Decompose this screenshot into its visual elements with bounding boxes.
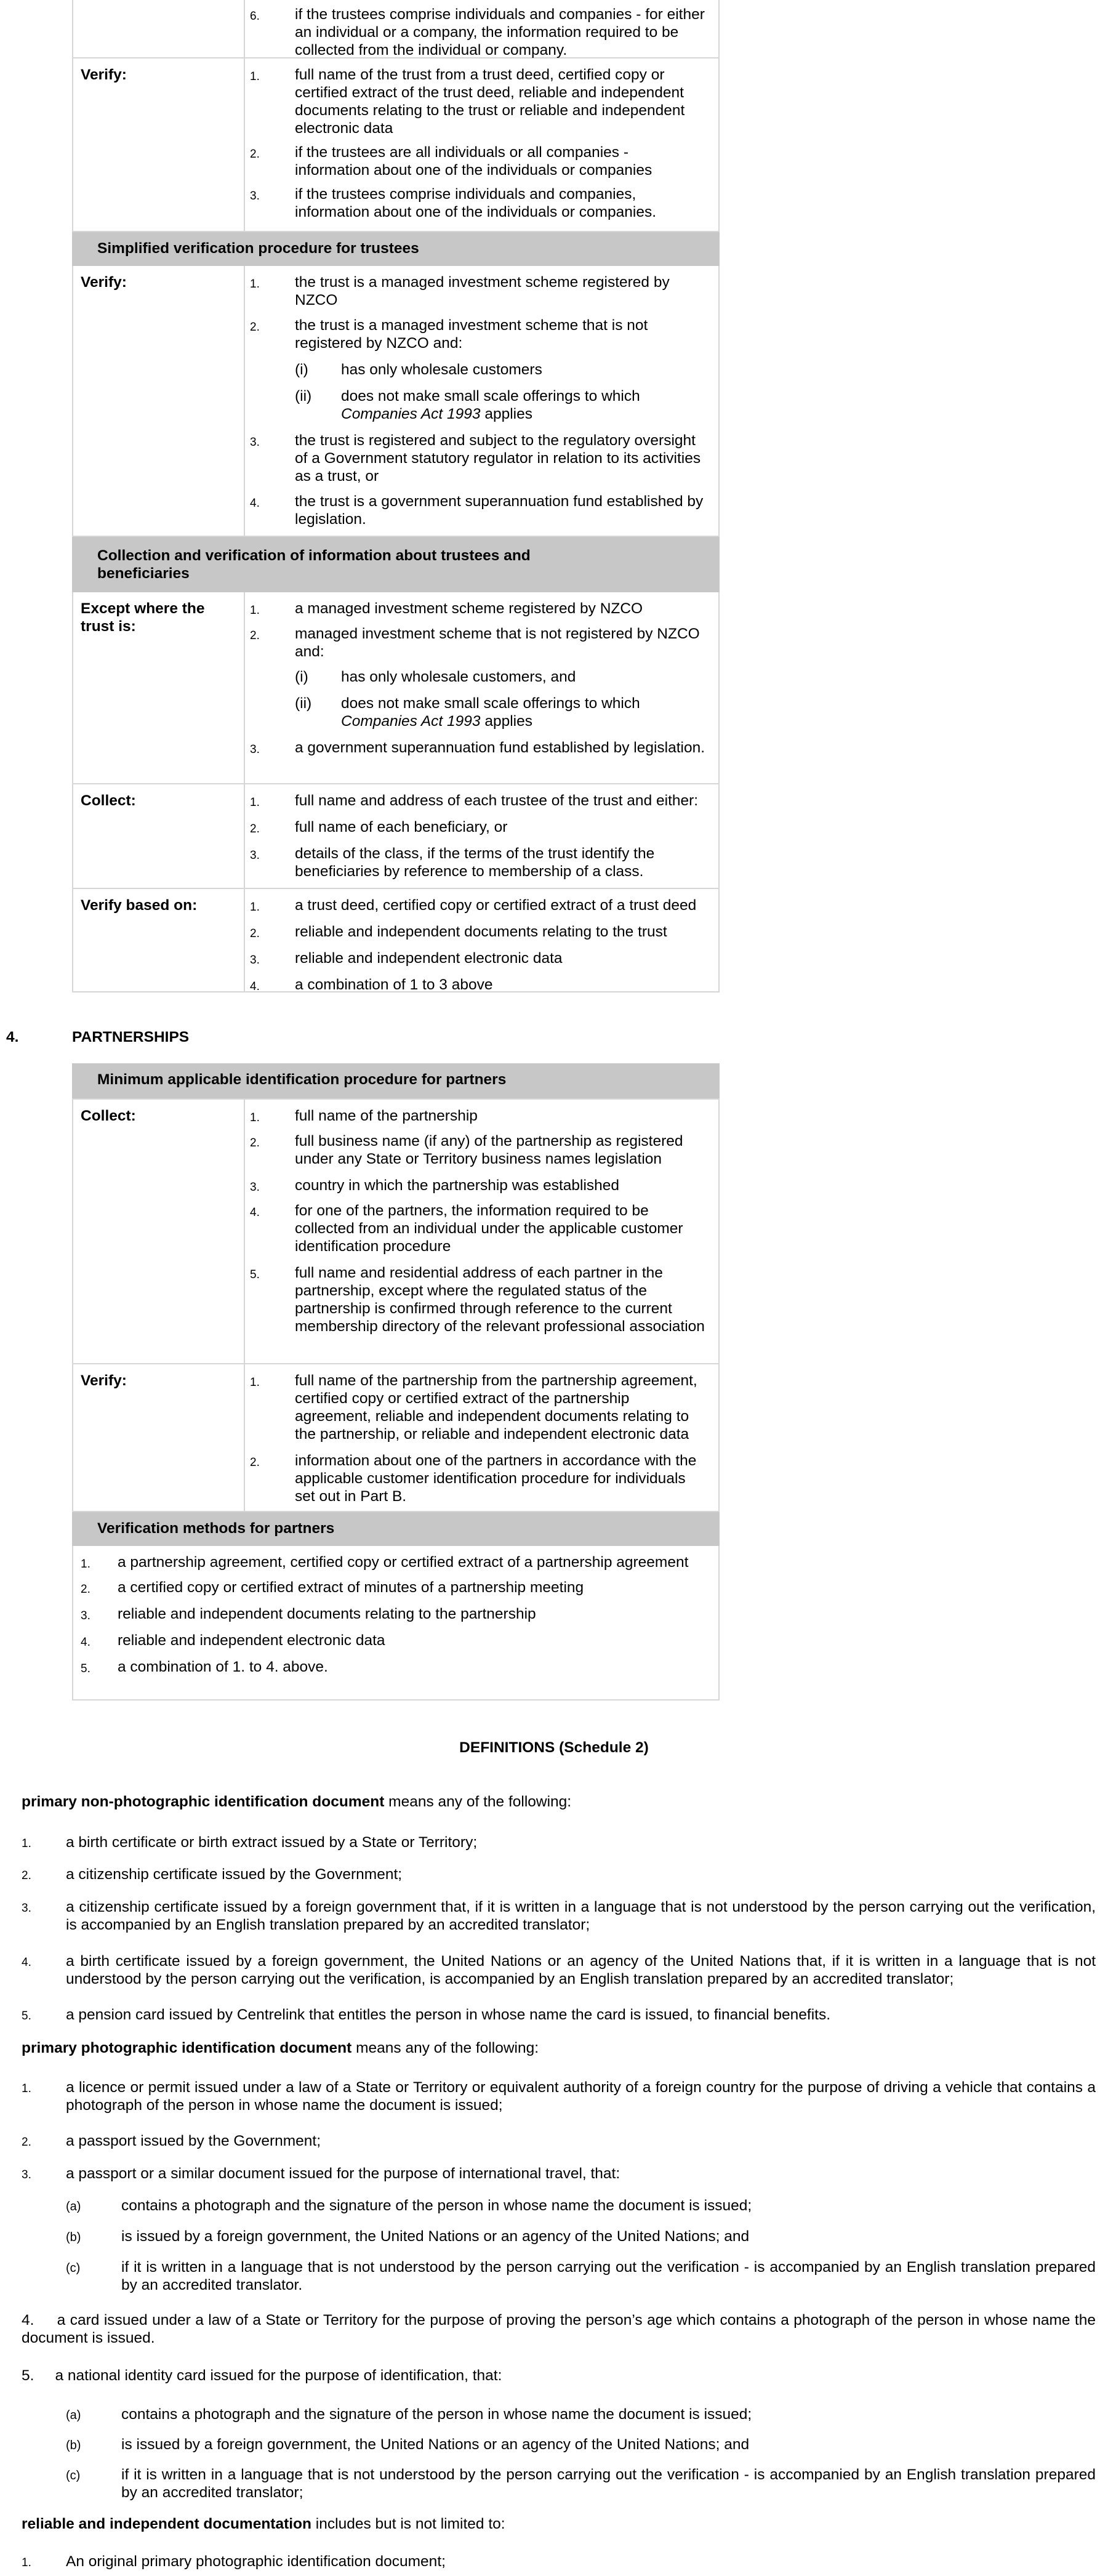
list-item: 2. if the trustees are all individuals or all companies - information about one of the individuals or companies xyxy=(250,144,652,179)
list-item: 1. full name of the trust from a trust deed, certified copy or certified extract of the trust deed, reliable and independent documents relating to the trust or reliable and independent electronic data xyxy=(250,66,685,137)
definition-intro: primary non-photographic identification document means any of the following: xyxy=(22,1793,572,1810)
list-item: 2. managed investment scheme that is not registered by NZCO and: xyxy=(250,626,700,660)
list-item: 3. reliable and independent electronic data xyxy=(250,950,563,967)
list-item: 3. a passport or a similar document issued for the purpose of international travel, that: xyxy=(22,2165,620,2182)
list-item: 3. a government superannuation fund established by legislation. xyxy=(250,739,705,756)
sub-item: (i) has only wholesale customers, and xyxy=(295,669,576,685)
list-item: 4. for one of the partners, the information required to be collected from an individual under the applicable customer identification procedure xyxy=(250,1202,683,1255)
list-item: 1. full name and address of each trustee of the trust and either: xyxy=(250,792,699,809)
trustees-table xyxy=(72,0,720,992)
definition-intro: reliable and independent documentation includes but is not limited to: xyxy=(22,2516,505,2532)
sub-item: (ii) does not make small scale offerings to which Companies Act 1993 applies xyxy=(295,388,640,422)
list-item: 1. the trust is a managed investment scheme registered by NZCO xyxy=(250,274,670,308)
section-heading xyxy=(6,1028,190,1046)
sub-item: (i) has only wholesale customers xyxy=(295,361,542,378)
sub-item: (b) is issued by a foreign government, the United Nations or an agency of the United Nations; and xyxy=(66,2228,750,2245)
table-row xyxy=(72,1098,720,1364)
list-item: 2. reliable and independent documents relating to the trust xyxy=(250,924,667,940)
list-item: 3. if the trustees comprise individuals and companies, information about one of the individuals or companies. xyxy=(250,186,656,220)
list-item: 2. information about one of the partners in accordance with the applicable customer identification procedure for individuals set out in Part B. xyxy=(250,1452,697,1505)
sub-item: (c) if it is written in a language that is not understood by the person carrying out the verification - is accompanied by an English translation prepared by an accredited translator; xyxy=(66,2466,1096,2501)
list-item: 4. a combination of 1 to 3 above xyxy=(250,976,493,993)
sub-item: (ii) does not make small scale offerings to which Companies Act 1993 applies xyxy=(295,695,640,730)
table-row xyxy=(72,266,720,537)
section-header: Collection and verification of information about trustees and beneficiaries xyxy=(72,537,720,592)
list-item: 5. a combination of 1. to 4. above. xyxy=(81,1659,328,1675)
list-item: 1. full name of the partnership from the partnership agreement, certified copy or certified extract of the partnership agreement, reliable and independent documents relating to the partnership, or reliable and independent electronic data xyxy=(250,1372,697,1443)
table-row xyxy=(72,0,720,58)
row-label: Verify: xyxy=(81,66,127,83)
row-label: Verify: xyxy=(81,274,127,291)
table-row xyxy=(72,58,720,232)
list-item: 1. a managed investment scheme registered by NZCO xyxy=(250,600,643,617)
sub-item: (c) if it is written in a language that is not understood by the person carrying out the verification - is accompanied by an English translation prepared by an accredited translator. xyxy=(66,2259,1096,2293)
list-item: 3. a citizenship certificate issued by a foreign government that, if it is written in a language that is not understood by the person carrying out the verification, is accompanied by an English translation prepared by an accredited translator; xyxy=(22,1899,1096,1933)
sub-item: (b) is issued by a foreign government, the United Nations or an agency of the United Nations; and xyxy=(66,2436,750,2453)
section-number: 4. xyxy=(6,1029,19,1045)
list-item: 3. the trust is registered and subject to the regulatory oversight of a Government statutory regulator in relation to its activities as a trust, or xyxy=(250,432,701,485)
list-item: 4. a birth certificate issued by a foreign government, the United Nations or an agency of the United Nations that, if it is written in a language that is not understood by the person carrying out the verification, is accompanied by an English translation prepared by an accredited translator; xyxy=(22,1953,1096,1987)
list-item: 1. a birth certificate or birth extract issued by a State or Territory; xyxy=(22,1834,478,1851)
table-row xyxy=(72,784,720,889)
list-item: 3. country in which the partnership was established xyxy=(250,1177,620,1194)
list-item: 4. the trust is a government superannuation fund established by legislation. xyxy=(250,493,704,528)
row-label: Verify: xyxy=(81,1372,127,1389)
list-item: 5. full name and residential address of each partner in the partnership, except where the regulated status of the partnership is confirmed through reference to the current membership directory of the relevant professional association xyxy=(250,1265,705,1335)
row-label: Except where the trust is: xyxy=(81,600,205,635)
list-item: 5. a national identity card issued for the purpose of identification, that: xyxy=(22,2367,502,2384)
row-label: Verify based on: xyxy=(81,897,198,914)
list-item: 2. a certified copy or certified extract of minutes of a partnership meeting xyxy=(81,1579,584,1596)
list-item: 1. a partnership agreement, certified copy or certified extract of a partnership agreement xyxy=(81,1554,689,1571)
sub-item: (a) contains a photograph and the signature of the person in whose name the document is issued; xyxy=(66,2406,752,2423)
table-row xyxy=(72,889,720,992)
list-item: 1. full name of the partnership xyxy=(250,1108,478,1124)
list-item: 6. if the trustees comprise individuals and companies - for either an individual or a company, the information required to be collected from the individual or company. xyxy=(250,6,705,58)
list-item: 3. reliable and independent documents relating to the partnership xyxy=(81,1606,536,1622)
list-item: 5. a pension card issued by Centrelink that entitles the person in whose name the card is issued, to financial benefits. xyxy=(22,2006,831,2023)
row-label: Collect: xyxy=(81,792,136,809)
section-title: PARTNERSHIPS xyxy=(72,1029,190,1045)
list-item: 1. a licence or permit issued under a law of a State or Territory or equivalent authority of a foreign country for the purpose of driving a vehicle that contains a photograph of the person in whose name the document is issued; xyxy=(22,2079,1096,2114)
list-item: 1. An original primary photographic identification document; xyxy=(22,2553,446,2570)
list-item: 2. full name of each beneficiary, or xyxy=(250,819,508,835)
list-item: 2. a citizenship certificate issued by the Government; xyxy=(22,1866,403,1883)
list-item: 4. a card issued under a law of a State or Territory for the purpose of proving the person’s age which contains a photograph of the person in whose name the document is issued. xyxy=(22,2312,1096,2346)
definition-intro: primary photographic identification document means any of the following: xyxy=(22,2040,539,2056)
list-item: 2. a passport issued by the Government; xyxy=(22,2133,321,2149)
sub-item: (a) contains a photograph and the signature of the person in whose name the document is issued; xyxy=(66,2197,752,2214)
list-item: 2. the trust is a managed investment scheme that is not registered by NZCO and: xyxy=(250,317,648,352)
section-header: Simplified verification procedure for trustees xyxy=(72,232,720,266)
partners-table xyxy=(72,1063,720,1701)
list-item: 4. reliable and independent electronic data xyxy=(81,1632,385,1649)
list-item: 1. a trust deed, certified copy or certified extract of a trust deed xyxy=(250,897,697,914)
row-label: Collect: xyxy=(81,1108,136,1124)
table-row xyxy=(72,592,720,784)
list-item: 2. full business name (if any) of the partnership as registered under any State or Territory business names legislation xyxy=(250,1133,683,1167)
list-item: 3. details of the class, if the terms of the trust identify the beneficiaries by reference to membership of a class. xyxy=(250,845,655,880)
section-header: Minimum applicable identification procedure for partners xyxy=(72,1063,720,1098)
table-row xyxy=(72,1364,720,1512)
definitions-title: DEFINITIONS (Schedule 2) xyxy=(459,1739,649,1756)
section-header: Verification methods for partners xyxy=(72,1512,720,1546)
table-row xyxy=(72,1546,720,1701)
